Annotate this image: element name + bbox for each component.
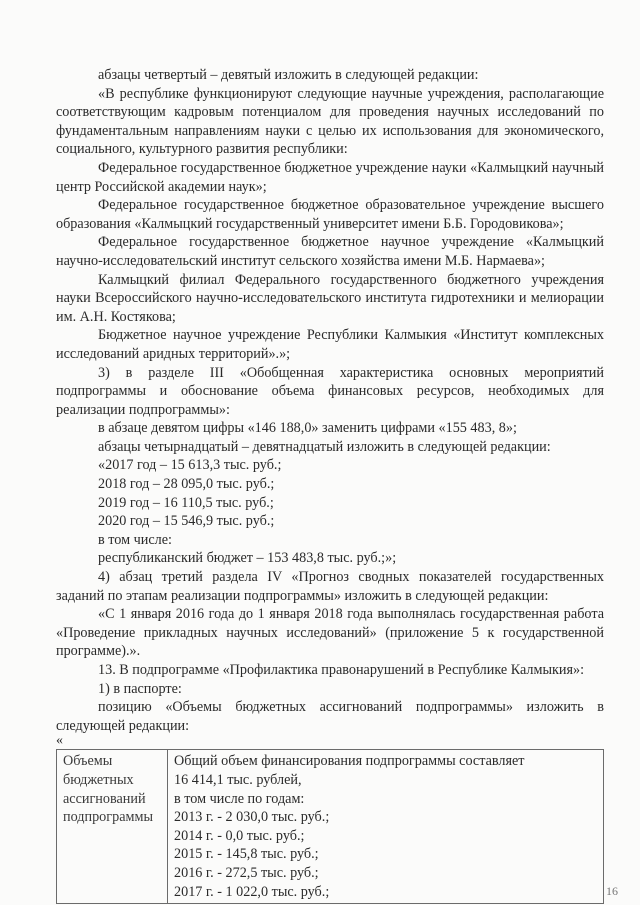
table-value-line: 2017 г. - 1 022,0 тыс. руб.; (174, 883, 330, 900)
paragraph: Федеральное государственное бюджетное учреждение науки «Калмыцкий научный центр Российской академии наук»; (56, 159, 604, 195)
table-value-line: 16 414,1 тыс. рублей, (174, 771, 302, 788)
table-value-line: 2015 г. - 145,8 тыс. руб.; (174, 846, 319, 863)
table-label-cell (57, 750, 168, 904)
budget-allocation-table (56, 749, 604, 904)
paragraph: «2017 год – 15 613,3 тыс. руб.; (98, 457, 282, 474)
paragraph: республиканский бюджет – 153 483,8 тыс. руб.;»; (98, 550, 397, 567)
table-label-line: подпрограммы (63, 809, 153, 826)
document-body (56, 66, 604, 904)
table-value-line: в том числе по годам: (174, 790, 305, 807)
paragraph: в абзаце девятом цифры «146 188,0» заменить цифрами «155 483, 8»; (98, 420, 517, 437)
paragraph: 2020 год – 15 546,9 тыс. руб.; (98, 513, 275, 530)
table-label-line: Объемы (63, 753, 113, 770)
paragraph: абзацы четвертый – девятый изложить в следующей редакции: (98, 67, 479, 83)
opening-quote-mark: « (56, 733, 63, 749)
paragraph: 1) в паспорте: (98, 680, 182, 697)
table-label-line: бюджетных (63, 771, 134, 788)
table-value-line: 2014 г. - 0,0 тыс. руб.; (174, 827, 305, 844)
paragraph: Калмыцкий филиал Федерального государственного бюджетного учреждения науки Всероссийского научно-исследовательского института гидротехники и мелиорации им. А.Н. Костякова; (56, 271, 604, 325)
paragraph: «С 1 января 2016 года до 1 января 2018 года выполнялась государственная работа «Проведение прикладных научных исследований» (приложение 5 к государственной программе).». (56, 606, 604, 660)
paragraph: абзацы четырнадцатый – девятнадцатый изложить в следующей редакции: (98, 438, 551, 455)
paragraph: «В республике функционируют следующие научные учреждения, располагающие соответствующим кадровым потенциалом для проведения научных исследований по фундаментальным направлениям науки с целью их использования для экономического, социального, культурного развития республики: (56, 85, 604, 158)
paragraph: позицию «Объемы бюджетных ассигнований подпрограммы» изложить в следующей редакции: (56, 699, 604, 734)
paragraph-list (56, 66, 604, 735)
paragraph: Бюджетное научное учреждение Республики Калмыкия «Институт комплексных исследований аридных территорий».»; (56, 327, 604, 362)
paragraph: 2019 год – 16 110,5 тыс. руб.; (98, 494, 274, 511)
paragraph: 3) в разделе III «Обобщенная характеристика основных мероприятий подпрограммы и обоснование объема финансовых ресурсов, необходимых для реализации подпрограммы»: (56, 364, 604, 418)
table-value-cell (168, 750, 604, 904)
paragraph: 4) абзац третий раздела IV «Прогноз сводных показателей государственных заданий по этапам реализации подпрограммы» изложить в следующей редакции: (56, 569, 604, 604)
table-row (57, 750, 604, 904)
paragraph: в том числе: (98, 531, 172, 548)
table-value-line: 2016 г. - 272,5 тыс. руб.; (174, 864, 319, 881)
paragraph: Федеральное государственное бюджетное образовательное учреждение высшего образования «Калмыцкий государственный университет имени Б.Б. Городовикова»; (56, 197, 604, 232)
table-label-line: ассигнований (63, 790, 146, 807)
table-value-line: Общий объем финансирования подпрограммы составляет (174, 753, 525, 770)
table-value-line: 2013 г. - 2 030,0 тыс. руб.; (174, 809, 330, 826)
page-number: 16 (606, 884, 618, 898)
paragraph: 2018 год – 28 095,0 тыс. руб.; (98, 476, 275, 493)
paragraph: Федеральное государственное бюджетное научное учреждение «Калмыцкий научно-исследовательский институт сельского хозяйства имени М.Б. Нармаева»; (56, 234, 604, 269)
paragraph: 13. В подпрограмме «Профилактика правонарушений в Республике Калмыкия»: (98, 662, 585, 678)
